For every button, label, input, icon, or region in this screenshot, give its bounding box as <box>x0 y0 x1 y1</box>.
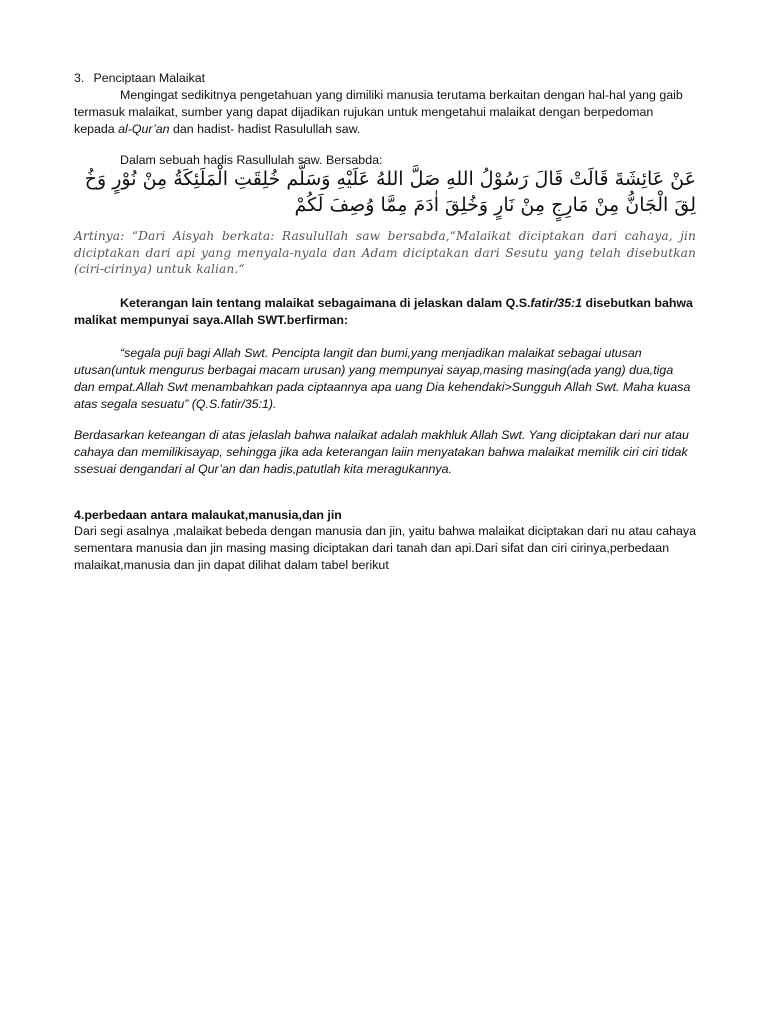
quran-quote <box>74 345 696 413</box>
section-4-title: perbedaan antara malaukat,manusia,dan jin <box>84 508 342 522</box>
keterangan-paragraph <box>74 295 696 329</box>
keterangan-text-2: disebutkan bahwa malikat mempunyai saya.Allah SWT.berfirman: <box>74 296 693 327</box>
keterangan-text-1: Keterangan lain tentang malaikat sebagaimana di jelaskan dalam Q.S. <box>120 296 531 310</box>
section-3-heading <box>74 70 696 87</box>
arabic-line-2: لِقَ الْجَانُّ مِنْ مَارِجٍ مِنْ نَارٍ وَخُلِقَ اٰدَمَ مِمَّا وُصِفَ لَكُمْ <box>294 194 696 216</box>
berdasarkan-paragraph: Berdasarkan keteangan di atas jelaslah bahwa nalaikat adalah makhluk Allah Swt. Yang diciptakan dari nur atau cahaya dan memilikisayap, sehingga jika ada keterangan laiin menyatakan bahwa malaikat memilik ciri ciri tidak ssesuai dengandari al Qur’an dan hadis,patutlah kita meragukannya. <box>74 428 689 476</box>
section-3-number: 3. <box>74 71 85 85</box>
quran-italic: al-Qur’an <box>118 122 170 136</box>
section-4-number: 4. <box>74 508 85 522</box>
arabic-line-1: عَنْ عَائِشَةَ قَالَتْ قَالَ رَسُوْلُ اللهِ صَلَّ اللهُ عَلَيْهِ وَسَلَّم خُلِقَتِ الْمَلَئِكَةُ مِنْ نُوْرٍ وَخُ <box>84 168 696 190</box>
hadis-intro: Dalam sebuah hadis Rasullulah saw. Bersabda: <box>120 153 383 167</box>
arabic-hadis <box>74 166 696 218</box>
section-3-paragraph-text-2: dan hadist- hadist Rasulullah saw. <box>169 122 361 136</box>
keterangan-ref: fatir/35:1 <box>530 296 583 310</box>
section-4-paragraph: Dari segi asalnya ,malaikat bebeda dengan manusia dan jin, yaitu bahwa malaikat diciptakan dari nu atau cahaya sementara manusia dan jin masing masing diciptakan dari tanah dan api.Dari sifat dan ciri cirinya,perbedaan malaikat,manusia dan jin dapat dilihat dalam tabel berikut <box>74 524 696 572</box>
artinya-translation: Artinya: “Dari Aisyah berkata: Rasulullah saw bersabda,“Malaikat diciptakan dari cahaya, jin diciptakan dari api yang menyala-nyala dan Adam diciptakan dari Sesutu yang telah disebutkan (ciri-cirinya) untuk kalian.“ <box>74 229 696 276</box>
quran-quote-text: “segala puji bagi Allah Swt. Pencipta langit dan bumi,yang menjadikan malaikat sebagai utusan utusan(untuk mengurus berbagai macam urusan) yang mempunyai sayap,masing masing(ada yang) dua,tiga dan empat.Allah Swt menambahkan pada ciptaannya apa uang Dia kehendaki>Sungguh Allah Swt. Maha kuasa atas segala sesuatu” (Q.S.fatir/35:1). <box>74 346 691 411</box>
section-3-paragraph <box>74 87 696 138</box>
section-3-paragraph-text-1: Mengingat sedikitnya pengetahuan yang dimiliki manusia terutama berkaitan dengan hal-hal yang gaib termasuk malaikat, sumber yang dapat dijadikan rujukan untuk mengetahui malaikat dengan berpedoman kepada <box>74 88 683 136</box>
section-3-title: Penciptaan Malaikat <box>93 71 206 85</box>
section-4-heading <box>74 507 696 524</box>
